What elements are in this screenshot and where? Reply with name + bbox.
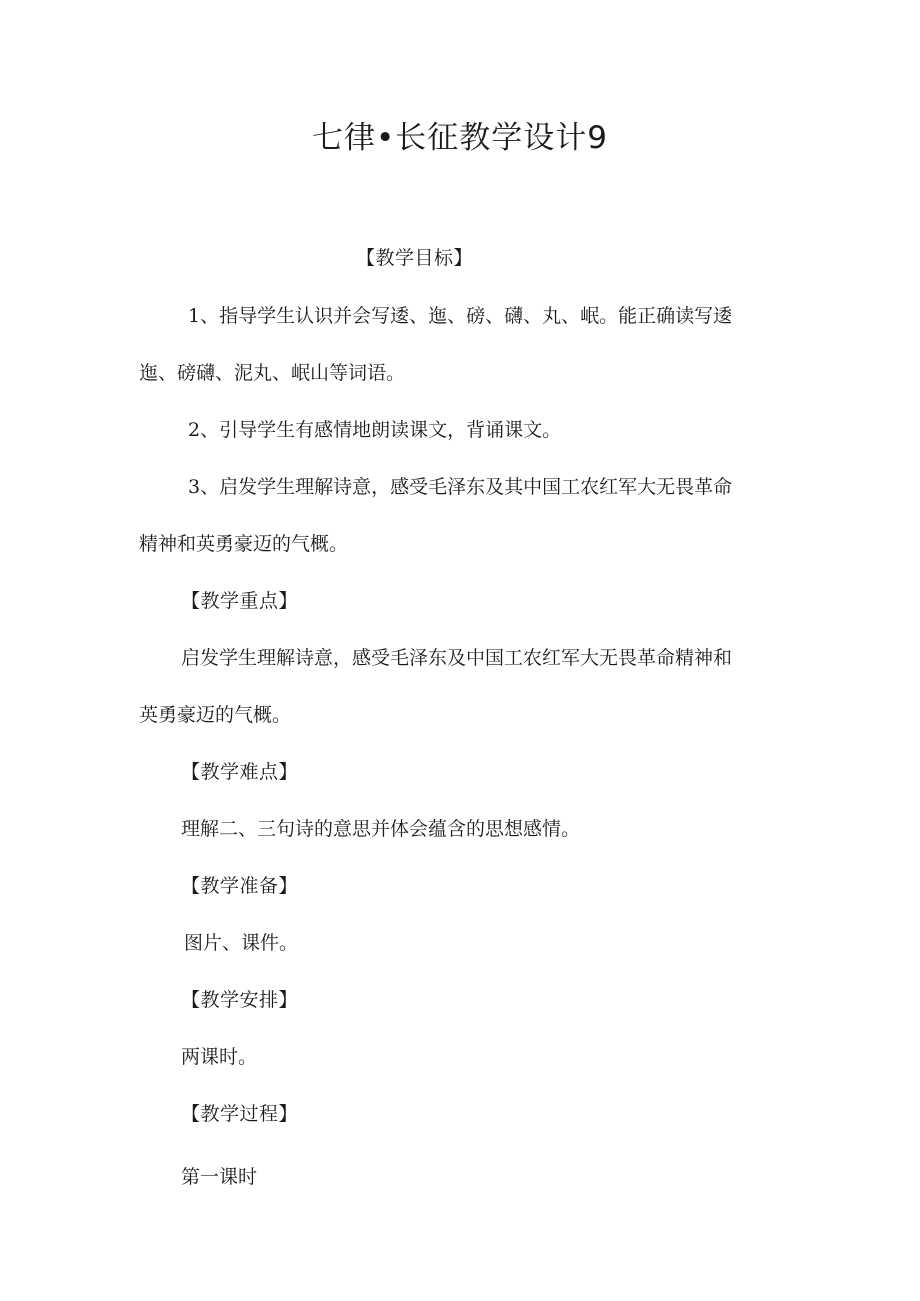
schedule-text: 两课时。 <box>181 1046 258 1068</box>
goal-item-3-line-1: 3、启发学生理解诗意，感受毛泽东及其中国工农红军大无畏革命 <box>188 476 733 498</box>
goal-item-3-line-2: 精神和英勇豪迈的气概。 <box>139 533 349 555</box>
difficulties-heading: 【教学难点】 <box>181 761 299 783</box>
document-title: 七律•长征教学设计9 <box>311 120 608 156</box>
key-points-line-2: 英勇豪迈的气概。 <box>139 704 292 726</box>
difficulties-text: 理解二、三句诗的意思并体会蕴含的思想感情。 <box>181 818 581 840</box>
goals-heading: 【教学目标】 <box>356 247 474 269</box>
goal-item-1-line-1: 1、指导学生认识并会写逶、迤、磅、礴、丸、岷。能正确读写逶 <box>188 305 733 327</box>
key-points-line-1: 启发学生理解诗意，感受毛泽东及中国工农红军大无畏革命精神和 <box>181 647 733 669</box>
preparation-heading: 【教学准备】 <box>181 875 299 897</box>
key-points-heading: 【教学重点】 <box>181 590 299 612</box>
process-heading: 【教学过程】 <box>181 1103 299 1125</box>
first-lesson-label: 第一课时 <box>181 1166 258 1188</box>
schedule-heading: 【教学安排】 <box>181 989 299 1011</box>
goal-item-2: 2、引导学生有感情地朗读课文，背诵课文。 <box>188 419 562 441</box>
goal-item-1-line-2: 迤、磅礴、泥丸、岷山等词语。 <box>139 362 406 384</box>
preparation-text: 图片、课件。 <box>184 932 299 954</box>
